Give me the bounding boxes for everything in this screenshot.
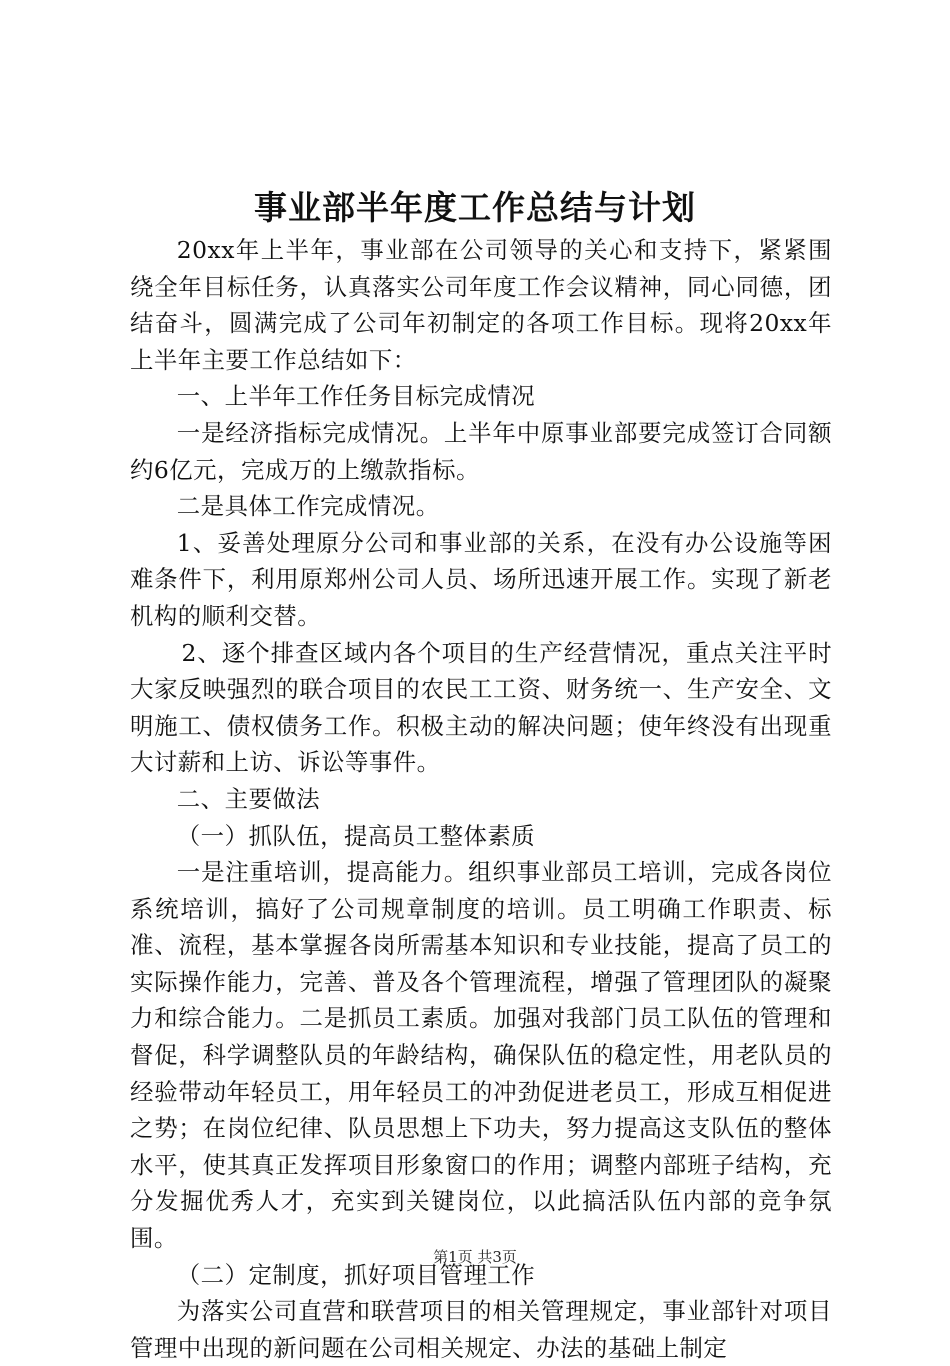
- document-body: [130, 232, 832, 1366]
- paragraph-project-management: 为落实公司直营和联营项目的相关管理规定，事业部针对项目管理中出现的新问题在公司相关规定、办法的基础上制定: [130, 1297, 832, 1362]
- page-number-footer: 第1页 共3页: [433, 1248, 517, 1266]
- subsection-heading-2: （二）定制度，抓好项目管理工作: [176, 1260, 536, 1289]
- paragraph-work-completion: 二是具体工作完成情况。: [176, 492, 440, 521]
- section-heading-2: 二、主要做法: [176, 784, 321, 813]
- section-heading-1: 一、上半年工作任务目标完成情况: [176, 382, 536, 411]
- list-item-1: 1、妥善处理原分公司和事业部的关系，在没有办公设施等困难条件下，利用原郑州公司人员、场所迅速开展工作。实现了新老机构的顺利交替。: [130, 528, 832, 630]
- document-title: 事业部半年度工作总结与计划: [254, 188, 696, 227]
- list-item-2: 2、逐个排查区域内各个项目的生产经营情况，重点关注平时大家反映强烈的联合项目的农民工工资、财务统一、生产安全、文明施工、债权债务工作。积极主动的解决问题；使年终没有出现重大讨薪和上访、诉讼等事件。: [130, 638, 832, 777]
- paragraph-intro: 20xx年上半年，事业部在公司领导的关心和支持下，紧紧围绕全年目标任务，认真落实公司年度工作会议精神，同心同德，团结奋斗，圆满完成了公司年初制定的各项工作目标。现将20xx年上半年主要工作总结如下：: [130, 236, 832, 374]
- paragraph-training: 一是注重培训，提高能力。组织事业部员工培训，完成各岗位系统培训，搞好了公司规章制度的培训。员工明确工作职责、标准、流程，基本掌握各岗所需基本知识和专业技能，提高了员工的实际操作能力，完善、普及各个管理流程，增强了管理团队的凝聚力和综合能力。二是抓员工素质。加强对我部门员工队伍的管理和督促，科学调整队员的年龄结构，确保队伍的稳定性，用老队员的经验带动年轻员工，用年轻员工的冲劲促进老员工，形成互相促进之势；在岗位纪律、队员思想上下功夫，努力提高这支队伍的整体水平，使其真正发挥项目形象窗口的作用；调整内部班子结构，充分发掘优秀人才，充实到关键岗位，以此搞活队伍内部的竞争氛围。: [130, 858, 832, 1253]
- subsection-heading-1: （一）抓队伍，提高员工整体素质: [176, 821, 536, 850]
- paragraph-economic-indicators: 一是经济指标完成情况。上半年中原事业部要完成签订合同额约6亿元，完成万的上缴款指标。: [130, 418, 832, 484]
